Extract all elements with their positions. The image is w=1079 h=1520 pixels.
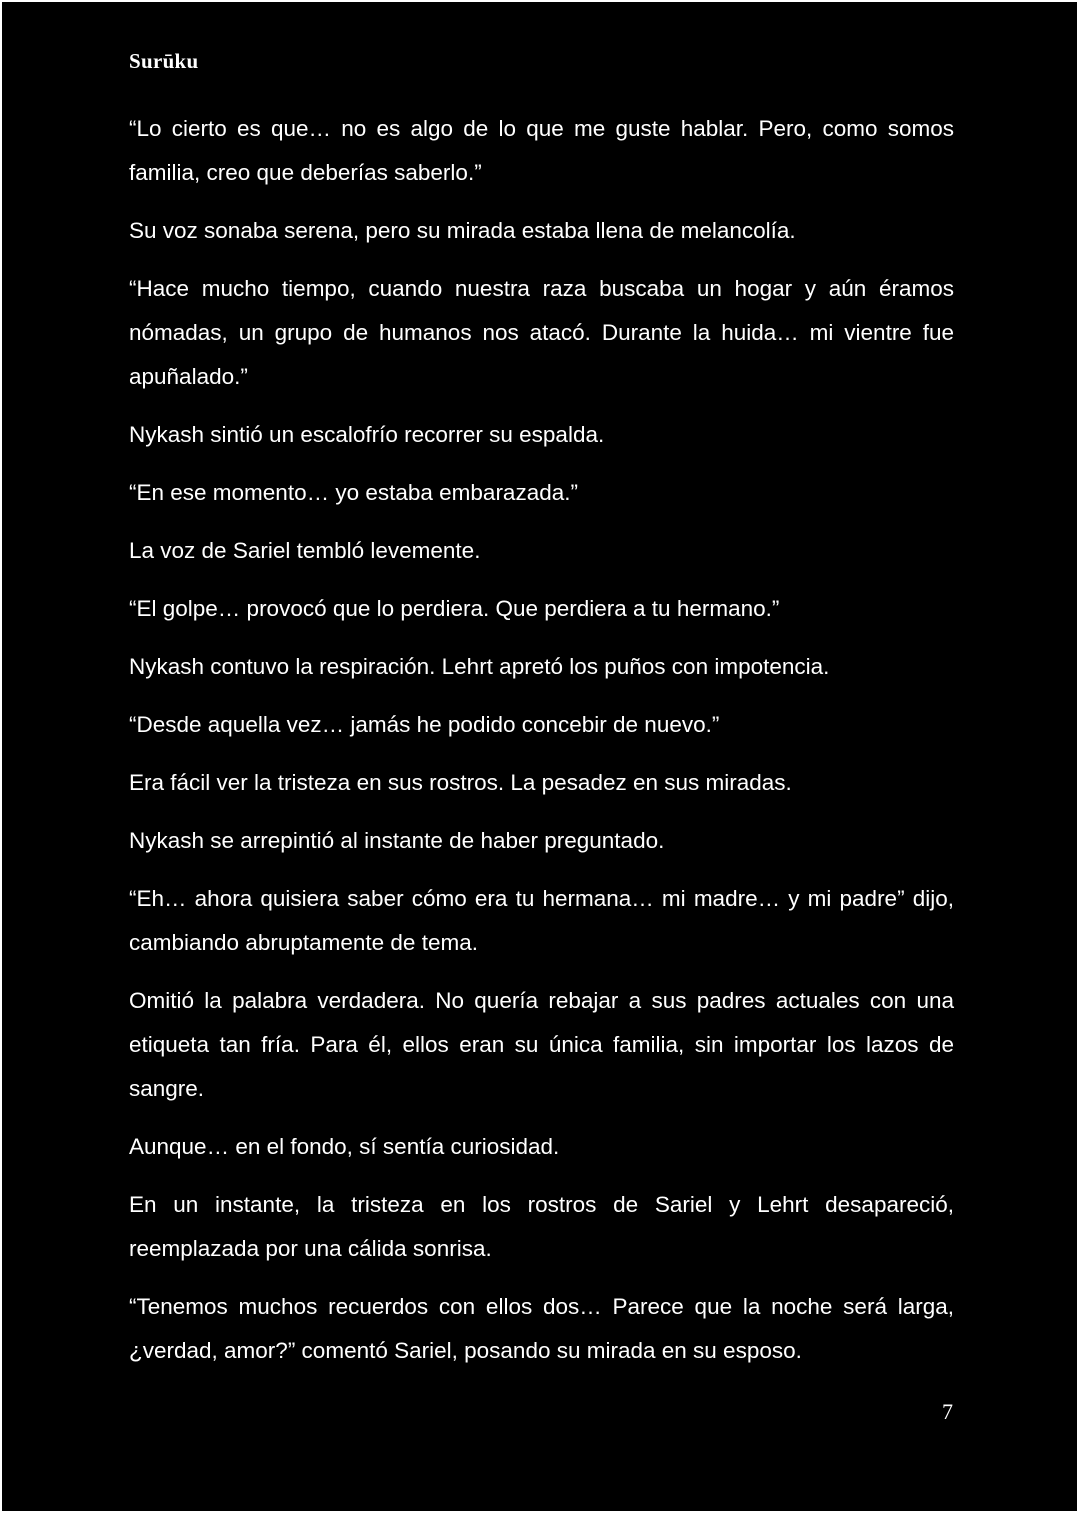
paragraph: “Lo cierto es que… no es algo de lo que me guste hablar. Pero, como somos familia, creo que deberías saberlo.” <box>129 116 954 185</box>
paragraph: “Hace mucho tiempo, cuando nuestra raza buscaba un hogar y aún éramos nómadas, un grupo de humanos nos atacó. Durante la huida… mi vientre fue apuñalado.” <box>129 276 954 389</box>
body-text <box>129 107 954 1387</box>
paragraph: Nykash contuvo la respiración. Lehrt apretó los puños con impotencia. <box>129 654 830 679</box>
paragraph: La voz de Sariel tembló levemente. <box>129 538 481 563</box>
page-number: 7 <box>942 1399 953 1424</box>
paragraph: Nykash sintió un escalofrío recorrer su espalda. <box>129 422 605 447</box>
paragraph: En un instante, la tristeza en los rostros de Sariel y Lehrt desapareció, reemplazada por una cálida sonrisa. <box>129 1192 954 1261</box>
paragraph: Su voz sonaba serena, pero su mirada estaba llena de melancolía. <box>129 218 796 243</box>
paragraph: “En ese momento… yo estaba embarazada.” <box>129 480 578 505</box>
paragraph: Aunque… en el fondo, sí sentía curiosidad. <box>129 1134 560 1159</box>
paragraph: “Eh… ahora quisiera saber cómo era tu hermana… mi madre… y mi padre” dijo, cambiando abruptamente de tema. <box>129 886 954 955</box>
paragraph: Omitió la palabra verdadera. No quería rebajar a sus padres actuales con una etiqueta tan fría. Para él, ellos eran su única familia, sin importar los lazos de sangre. <box>129 988 954 1101</box>
paragraph: “El golpe… provocó que lo perdiera. Que perdiera a tu hermano.” <box>129 596 780 621</box>
document-page <box>2 2 1077 1511</box>
paragraph: Era fácil ver la tristeza en sus rostros. La pesadez en sus miradas. <box>129 770 792 795</box>
running-header: Surūku <box>129 49 199 73</box>
paragraph: Nykash se arrepintió al instante de haber preguntado. <box>129 828 665 853</box>
paragraph: “Tenemos muchos recuerdos con ellos dos… Parece que la noche será larga, ¿verdad, amor?” comentó Sariel, posando su mirada en su esposo. <box>129 1294 954 1363</box>
paragraph: “Desde aquella vez… jamás he podido concebir de nuevo.” <box>129 712 720 737</box>
